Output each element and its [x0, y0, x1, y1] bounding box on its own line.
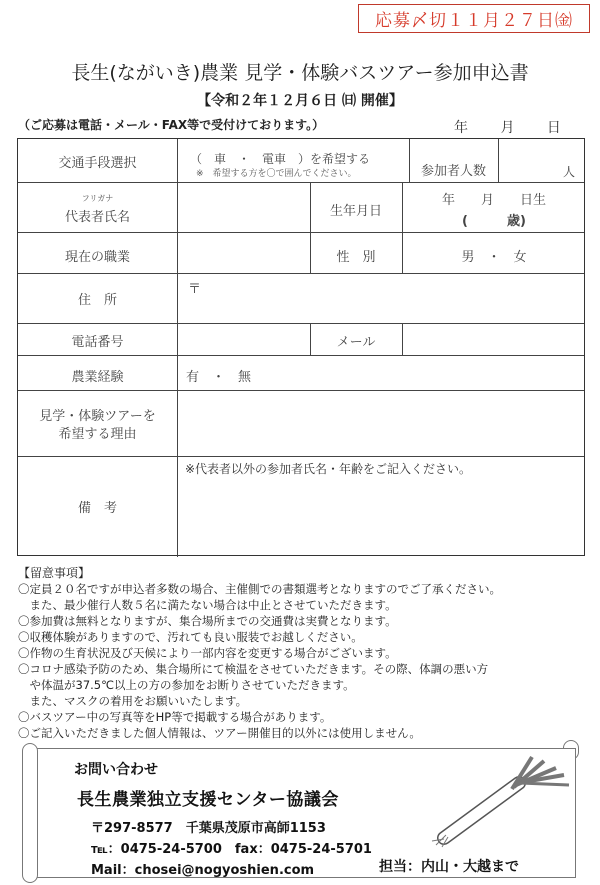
- application-date-line: 年 月 日: [454, 120, 561, 136]
- age-value[interactable]: ( 歳): [462, 214, 526, 229]
- job-field[interactable]: [178, 233, 310, 273]
- notes-line: 〇ご記入いただきました個人情報は、ツアー開催目的以外には使用しません。: [18, 726, 421, 740]
- notes-line: 〇バスツアー中の写真等をHP等で掲載する場合があります。: [18, 710, 332, 724]
- remarks-note: ※代表者以外の参加者氏名・年齢をご記入ください。: [185, 462, 472, 476]
- application-form: [17, 138, 585, 556]
- notes-section: [18, 565, 598, 741]
- notes-line: 〇参加費は無料となりますが、集合場所までの交通費は実費となります。: [18, 614, 397, 628]
- notes-line: 〇収穫体験がありますので、汚れても良い服装でお越しください。: [18, 630, 363, 644]
- participants-unit: 人: [563, 165, 576, 179]
- reason-label-1: 見学・体験ツアーを: [39, 409, 156, 424]
- remarks-label: 備 考: [77, 501, 117, 516]
- col-divider: [498, 139, 499, 182]
- contact-address: 〒297-8577 千葉県茂原市高師1153: [91, 821, 326, 836]
- row-divider: [18, 355, 584, 356]
- address-field[interactable]: [178, 274, 586, 323]
- sex-label: 性 別: [336, 250, 376, 265]
- contact-tel-fax: ℡：0475-24-5700 fax：0475-24-5701: [91, 842, 372, 857]
- notes-line: また、マスクの着用をお願いいたします。: [18, 694, 248, 708]
- remarks-field[interactable]: [178, 479, 586, 555]
- transport-label: 交通手段選択: [58, 156, 137, 171]
- page-title: 長生(ながいき)農業 見学・体験バスツアー参加申込書: [71, 62, 529, 84]
- birth-value[interactable]: 年 月 日生: [441, 193, 546, 208]
- participants-label: 参加者人数: [420, 164, 486, 179]
- reason-label-2: 希望する理由: [58, 427, 137, 442]
- address-label: 住 所: [77, 293, 117, 308]
- deadline-box: [358, 4, 590, 33]
- row-divider: [18, 456, 584, 457]
- reason-field[interactable]: [178, 391, 586, 456]
- job-label: 現在の職業: [64, 250, 130, 265]
- notes-heading: 【留意事項】: [18, 566, 91, 580]
- mail-field[interactable]: [403, 324, 586, 355]
- name-field[interactable]: [178, 183, 310, 232]
- notes-line: 〇定員２０名ですが申込者多数の場合、主催側での書類選考となりますのでご了承ください。: [18, 582, 501, 596]
- deadline-text: 応募〆切１１月２７日㈮: [375, 11, 573, 31]
- phone-label: 電話番号: [71, 335, 124, 350]
- postal-mark: 〒: [188, 282, 202, 297]
- transport-note: ※ 希望する方を〇で囲んでください。: [196, 169, 357, 179]
- contact-heading: お問い合わせ: [74, 762, 158, 778]
- birth-label: 生年月日: [329, 204, 382, 219]
- scroll-curl-left: [22, 743, 38, 883]
- notes-line: 〇作物の生育状況及び天候により一部内容を変更する場合がございます。: [18, 646, 397, 660]
- transport-choice[interactable]: （ 車 ・ 電車 ）を希望する: [190, 152, 371, 166]
- event-date: 【令和２年１２月６日 ㈰ 開催】: [197, 93, 403, 109]
- name-label: 代表者氏名: [64, 210, 130, 225]
- green-onion-illustration: [424, 753, 574, 848]
- contact-box: [28, 748, 576, 878]
- notes-line: や体温が37.5℃以上の方の参加をお断りさせていただきます。: [18, 678, 355, 692]
- contact-mail[interactable]: Mail：chosei@nogyoshien.com: [91, 863, 315, 878]
- furigana-label: フリガナ: [81, 194, 114, 203]
- phone-field[interactable]: [178, 324, 310, 355]
- application-notice: （ご応募は電話・メール・FAX等で受付けております。）: [18, 118, 325, 132]
- mail-label: メール: [336, 335, 376, 350]
- experience-label: 農業経験: [71, 370, 124, 385]
- contact-organization: 長生農業独立支援センター協議会: [77, 790, 339, 810]
- contact-person: 担当：内山・大越まで: [379, 859, 519, 875]
- sex-value[interactable]: 男 ・ 女: [461, 250, 527, 265]
- notes-line: 〇コロナ感染予防のため、集合場所にて検温をさせていただきます。その際、体調の悪い方: [18, 662, 489, 676]
- experience-value[interactable]: 有 ・ 無: [186, 370, 252, 385]
- notes-line: また、最少催行人数５名に満たない場合は中止とさせていただきます。: [18, 598, 397, 612]
